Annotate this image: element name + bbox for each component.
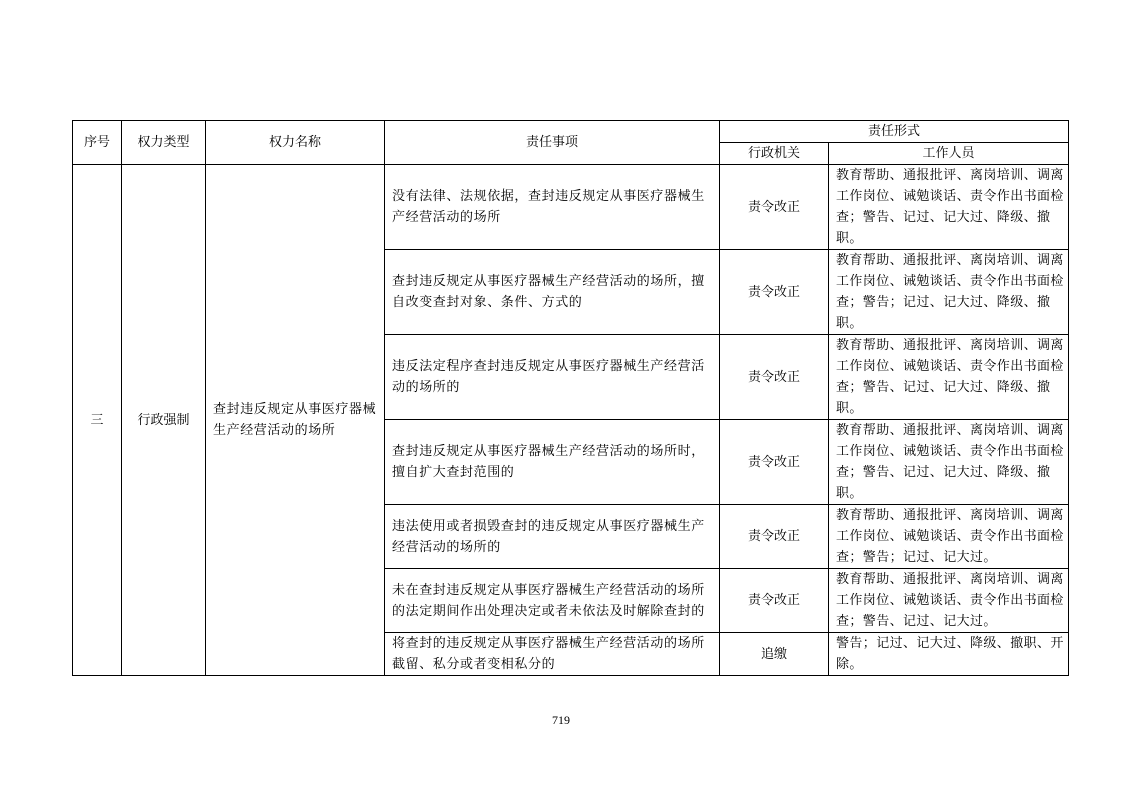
- table-row: [73, 165, 1069, 250]
- header-power-type: 权力类型: [122, 121, 206, 165]
- staff-cell: 教育帮助、通报批评、离岗培训、调离工作岗位、诫勉谈话、责令作出书面检查；警告、记过、记大过。: [829, 569, 1069, 633]
- staff-cell: 教育帮助、通报批评、离岗培训、调离工作岗位、诫勉谈话、责令作出书面检查；警告、记过、记大过、降级、撤职。: [829, 335, 1069, 420]
- duty-cell: 查封违反规定从事医疗器械生产经营活动的场所，擅自改变查封对象、条件、方式的: [385, 250, 720, 335]
- organ-cell: 责令改正: [720, 420, 829, 505]
- duty-cell: 违法使用或者损毁查封的违反规定从事医疗器械生产经营活动的场所的: [385, 505, 720, 569]
- duty-cell: 没有法律、法规依据，查封违反规定从事医疗器械生产经营活动的场所: [385, 165, 720, 250]
- duty-cell: 未在查封违反规定从事医疗器械生产经营活动的场所的法定期间作出处理决定或者未依法及时解除查封的: [385, 569, 720, 633]
- header-admin-organ: 行政机关: [720, 143, 829, 165]
- power-type-cell: 行政强制: [122, 165, 206, 676]
- organ-cell: 追缴: [720, 633, 829, 676]
- duty-cell: 将查封的违反规定从事医疗器械生产经营活动的场所截留、私分或者变相私分的: [385, 633, 720, 676]
- header-seq: 序号: [73, 121, 122, 165]
- staff-cell: 警告；记过、记大过、降级、撤职、开除。: [829, 633, 1069, 676]
- staff-cell: 教育帮助、通报批评、离岗培训、调离工作岗位、诫勉谈话、责令作出书面检查；警告；记过、记大过、降级、撤职。: [829, 250, 1069, 335]
- organ-cell: 责令改正: [720, 335, 829, 420]
- organ-cell: 责令改正: [720, 569, 829, 633]
- duty-cell: 违反法定程序查封违反规定从事医疗器械生产经营活动的场所的: [385, 335, 720, 420]
- header-power-name: 权力名称: [206, 121, 385, 165]
- responsibility-table: [72, 120, 1069, 676]
- organ-cell: 责令改正: [720, 505, 829, 569]
- power-name-cell: 查封违反规定从事医疗器械生产经营活动的场所: [206, 165, 385, 676]
- header-duty: 责任事项: [385, 121, 720, 165]
- staff-cell: 教育帮助、通报批评、离岗培训、调离工作岗位、诫勉谈话、责令作出书面检查；警告、记过、记大过、降级、撤职。: [829, 420, 1069, 505]
- duty-cell: 查封违反规定从事医疗器械生产经营活动的场所时，擅自扩大查封范围的: [385, 420, 720, 505]
- organ-cell: 责令改正: [720, 165, 829, 250]
- page-number: 719: [552, 713, 570, 727]
- staff-cell: 教育帮助、通报批评、离岗培训、调离工作岗位、诫勉谈话、责令作出书面检查；警告、记过、记大过、降级、撤职。: [829, 165, 1069, 250]
- header-staff: 工作人员: [829, 143, 1069, 165]
- organ-cell: 责令改正: [720, 250, 829, 335]
- staff-cell: 教育帮助、通报批评、离岗培训、调离工作岗位、诫勉谈话、责令作出书面检查；警告；记过、记大过。: [829, 505, 1069, 569]
- header-responsibility-form: 责任形式: [720, 121, 1069, 143]
- seq-cell: 三: [73, 165, 122, 676]
